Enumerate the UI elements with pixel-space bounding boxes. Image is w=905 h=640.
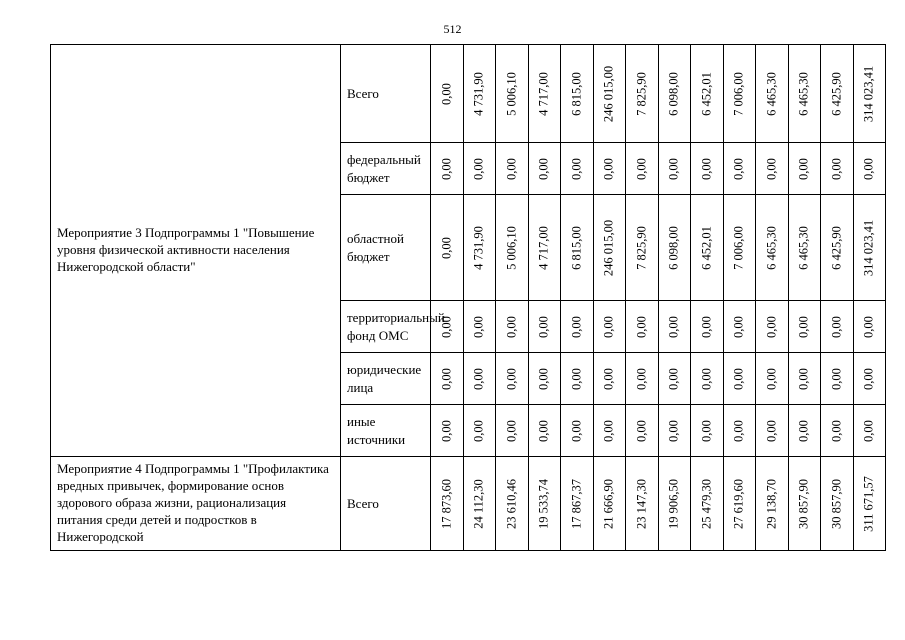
- value-text: 0,00: [439, 315, 454, 338]
- value-cell: [463, 457, 496, 551]
- value-text: 0,00: [601, 315, 616, 338]
- value-cell: [528, 195, 561, 301]
- value-text: 0,00: [861, 315, 876, 338]
- value-cell: [626, 353, 659, 405]
- value-cell: [463, 353, 496, 405]
- value-text: 0,00: [731, 157, 746, 180]
- value-text: 5 006,10: [504, 225, 519, 270]
- value-cell: [593, 353, 626, 405]
- value-text: 0,00: [861, 157, 876, 180]
- value-text: 4 717,00: [536, 225, 551, 270]
- value-cell: [528, 457, 561, 551]
- value-cell: [593, 143, 626, 195]
- value-text: 0,00: [536, 419, 551, 442]
- value-text: 0,00: [504, 419, 519, 442]
- value-cell: [788, 405, 821, 457]
- value-text: 7 006,00: [731, 225, 746, 270]
- value-text: 0,00: [601, 419, 616, 442]
- value-text: 17 873,60: [439, 478, 454, 529]
- value-cell: [561, 353, 594, 405]
- value-cell: [821, 195, 854, 301]
- value-cell: [723, 405, 756, 457]
- value-text: 0,00: [601, 367, 616, 390]
- value-cell: [853, 45, 886, 143]
- value-text: 0,00: [666, 157, 681, 180]
- value-text: 0,00: [764, 419, 779, 442]
- value-text: 0,00: [536, 157, 551, 180]
- value-cell: [561, 457, 594, 551]
- value-text: 0,00: [634, 315, 649, 338]
- value-cell: [788, 195, 821, 301]
- value-cell: [821, 353, 854, 405]
- value-cell: [658, 143, 691, 195]
- value-text: 0,00: [764, 157, 779, 180]
- value-cell: [691, 353, 724, 405]
- value-text: 6 465,30: [764, 71, 779, 116]
- value-cell: [723, 353, 756, 405]
- value-cell: [853, 405, 886, 457]
- value-text: 0,00: [666, 315, 681, 338]
- value-cell: [658, 405, 691, 457]
- value-text: 314 023,41: [861, 219, 876, 276]
- value-text: 29 138,70: [764, 478, 779, 529]
- value-cell: [593, 301, 626, 353]
- funding-source: Всего: [341, 457, 431, 551]
- value-cell: [658, 353, 691, 405]
- value-text: 19 906,50: [666, 478, 681, 529]
- value-cell: [853, 457, 886, 551]
- value-text: 0,00: [634, 367, 649, 390]
- value-cell: [691, 405, 724, 457]
- value-cell: [431, 143, 464, 195]
- page-number: 512: [443, 22, 462, 36]
- funding-source: территориальный фонд ОМС: [341, 301, 431, 353]
- value-cell: [658, 195, 691, 301]
- value-cell: [626, 405, 659, 457]
- value-text: 0,00: [764, 367, 779, 390]
- value-cell: [853, 353, 886, 405]
- budget-table: [50, 44, 886, 551]
- value-text: 0,00: [796, 315, 811, 338]
- value-text: 6 098,00: [666, 225, 681, 270]
- value-text: 0,00: [829, 367, 844, 390]
- value-cell: [431, 405, 464, 457]
- value-text: 0,00: [471, 367, 486, 390]
- value-text: 0,00: [699, 367, 714, 390]
- value-cell: [626, 301, 659, 353]
- value-text: 6 425,90: [829, 71, 844, 116]
- value-text: 4 731,90: [471, 225, 486, 270]
- value-text: 6 425,90: [829, 225, 844, 270]
- value-text: 23 147,30: [634, 478, 649, 529]
- value-cell: [756, 143, 789, 195]
- value-text: 24 112,30: [471, 478, 486, 529]
- value-text: 6 098,00: [666, 71, 681, 116]
- value-cell: [756, 301, 789, 353]
- value-cell: [658, 45, 691, 143]
- value-cell: [431, 457, 464, 551]
- value-cell: [463, 301, 496, 353]
- value-text: 6 465,30: [796, 71, 811, 116]
- event-title: Мероприятие 4 Подпрограммы 1 "Профилактика вредных привычек, формирование основ здорового образа жизни, рационализация питания среди детей и подростков в Нижегородской: [51, 457, 341, 551]
- value-cell: [691, 457, 724, 551]
- value-cell: [788, 301, 821, 353]
- value-text: 6 815,00: [569, 71, 584, 116]
- value-text: 246 015,00: [601, 219, 616, 276]
- value-text: 7 006,00: [731, 71, 746, 116]
- budget-table-body: [51, 45, 886, 551]
- value-cell: [626, 143, 659, 195]
- value-text: 0,00: [764, 315, 779, 338]
- value-cell: [593, 195, 626, 301]
- value-cell: [496, 143, 529, 195]
- value-cell: [528, 301, 561, 353]
- value-text: 311 671,57: [861, 475, 876, 532]
- value-cell: [626, 195, 659, 301]
- value-cell: [496, 405, 529, 457]
- value-text: 0,00: [569, 315, 584, 338]
- value-text: 0,00: [601, 157, 616, 180]
- value-cell: [821, 143, 854, 195]
- value-cell: [528, 143, 561, 195]
- value-text: 0,00: [504, 157, 519, 180]
- value-text: 0,00: [699, 157, 714, 180]
- value-cell: [788, 143, 821, 195]
- value-cell: [463, 405, 496, 457]
- value-cell: [431, 195, 464, 301]
- value-text: 6 465,30: [764, 225, 779, 270]
- value-cell: [691, 195, 724, 301]
- value-text: 0,00: [731, 367, 746, 390]
- value-text: 0,00: [569, 157, 584, 180]
- value-text: 0,00: [569, 367, 584, 390]
- value-text: 0,00: [829, 315, 844, 338]
- value-text: 30 857,90: [829, 478, 844, 529]
- value-text: 246 015,00: [601, 65, 616, 122]
- value-text: 0,00: [471, 419, 486, 442]
- value-text: 25 479,30: [699, 478, 714, 529]
- value-cell: [853, 301, 886, 353]
- value-text: 6 452,01: [699, 225, 714, 270]
- value-cell: [431, 353, 464, 405]
- value-cell: [463, 195, 496, 301]
- value-text: 0,00: [731, 419, 746, 442]
- value-cell: [821, 301, 854, 353]
- value-text: 0,00: [439, 82, 454, 105]
- value-text: 0,00: [796, 367, 811, 390]
- value-cell: [756, 195, 789, 301]
- value-cell: [723, 301, 756, 353]
- value-text: 0,00: [861, 367, 876, 390]
- value-text: 27 619,60: [731, 478, 746, 529]
- value-text: 0,00: [666, 419, 681, 442]
- value-text: 0,00: [536, 315, 551, 338]
- value-cell: [853, 195, 886, 301]
- value-cell: [626, 457, 659, 551]
- value-cell: [821, 45, 854, 143]
- value-cell: [756, 457, 789, 551]
- value-cell: [431, 301, 464, 353]
- value-cell: [723, 143, 756, 195]
- funding-source: федеральный бюджет: [341, 143, 431, 195]
- value-text: 0,00: [666, 367, 681, 390]
- value-text: 0,00: [699, 315, 714, 338]
- value-text: 6 815,00: [569, 225, 584, 270]
- value-text: 0,00: [569, 419, 584, 442]
- value-cell: [658, 301, 691, 353]
- value-cell: [821, 457, 854, 551]
- value-cell: [561, 45, 594, 143]
- value-cell: [593, 45, 626, 143]
- value-cell: [788, 457, 821, 551]
- value-text: 21 666,90: [601, 478, 616, 529]
- value-cell: [528, 45, 561, 143]
- value-text: 0,00: [829, 419, 844, 442]
- value-cell: [561, 301, 594, 353]
- funding-source: Всего: [341, 45, 431, 143]
- value-text: 0,00: [504, 367, 519, 390]
- value-cell: [788, 45, 821, 143]
- value-cell: [528, 353, 561, 405]
- value-cell: [463, 45, 496, 143]
- value-text: 4 717,00: [536, 71, 551, 116]
- value-text: 0,00: [536, 367, 551, 390]
- value-text: 5 006,10: [504, 71, 519, 116]
- value-cell: [691, 45, 724, 143]
- value-cell: [561, 143, 594, 195]
- value-cell: [561, 405, 594, 457]
- value-cell: [496, 301, 529, 353]
- value-text: 0,00: [796, 157, 811, 180]
- value-cell: [756, 45, 789, 143]
- value-cell: [691, 143, 724, 195]
- value-cell: [431, 45, 464, 143]
- value-cell: [723, 195, 756, 301]
- value-text: 7 825,90: [634, 225, 649, 270]
- value-text: 6 465,30: [796, 225, 811, 270]
- value-cell: [853, 143, 886, 195]
- value-text: 314 023,41: [861, 65, 876, 122]
- table-row: [51, 457, 886, 551]
- table-row: [51, 45, 886, 143]
- value-cell: [496, 45, 529, 143]
- value-cell: [496, 353, 529, 405]
- value-cell: [756, 353, 789, 405]
- value-text: 0,00: [829, 157, 844, 180]
- value-text: 30 857,90: [796, 478, 811, 529]
- funding-source: областной бюджет: [341, 195, 431, 301]
- value-cell: [821, 405, 854, 457]
- value-text: 17 867,37: [569, 478, 584, 529]
- value-text: 7 825,90: [634, 71, 649, 116]
- value-cell: [593, 405, 626, 457]
- value-text: 23 610,46: [504, 478, 519, 529]
- value-text: 6 452,01: [699, 71, 714, 116]
- value-cell: [691, 301, 724, 353]
- funding-source: иные источники: [341, 405, 431, 457]
- value-text: 0,00: [471, 315, 486, 338]
- value-cell: [496, 457, 529, 551]
- value-cell: [756, 405, 789, 457]
- value-text: 0,00: [634, 157, 649, 180]
- value-text: 0,00: [439, 236, 454, 259]
- event-title: Мероприятие 3 Подпрограммы 1 "Повышение уровня физической активности населения Нижегородской области": [51, 45, 341, 457]
- value-cell: [593, 457, 626, 551]
- value-cell: [723, 457, 756, 551]
- value-cell: [496, 195, 529, 301]
- value-cell: [723, 45, 756, 143]
- value-text: 0,00: [634, 419, 649, 442]
- value-cell: [626, 45, 659, 143]
- funding-source: юридические лица: [341, 353, 431, 405]
- value-text: 0,00: [796, 419, 811, 442]
- value-text: 0,00: [699, 419, 714, 442]
- value-text: 0,00: [439, 419, 454, 442]
- value-text: 4 731,90: [471, 71, 486, 116]
- value-text: 0,00: [471, 157, 486, 180]
- value-cell: [658, 457, 691, 551]
- value-cell: [561, 195, 594, 301]
- value-text: 0,00: [861, 419, 876, 442]
- value-text: 0,00: [439, 157, 454, 180]
- value-text: 19 533,74: [536, 478, 551, 529]
- value-text: 0,00: [731, 315, 746, 338]
- value-cell: [528, 405, 561, 457]
- value-cell: [463, 143, 496, 195]
- value-text: 0,00: [439, 367, 454, 390]
- value-cell: [788, 353, 821, 405]
- value-text: 0,00: [504, 315, 519, 338]
